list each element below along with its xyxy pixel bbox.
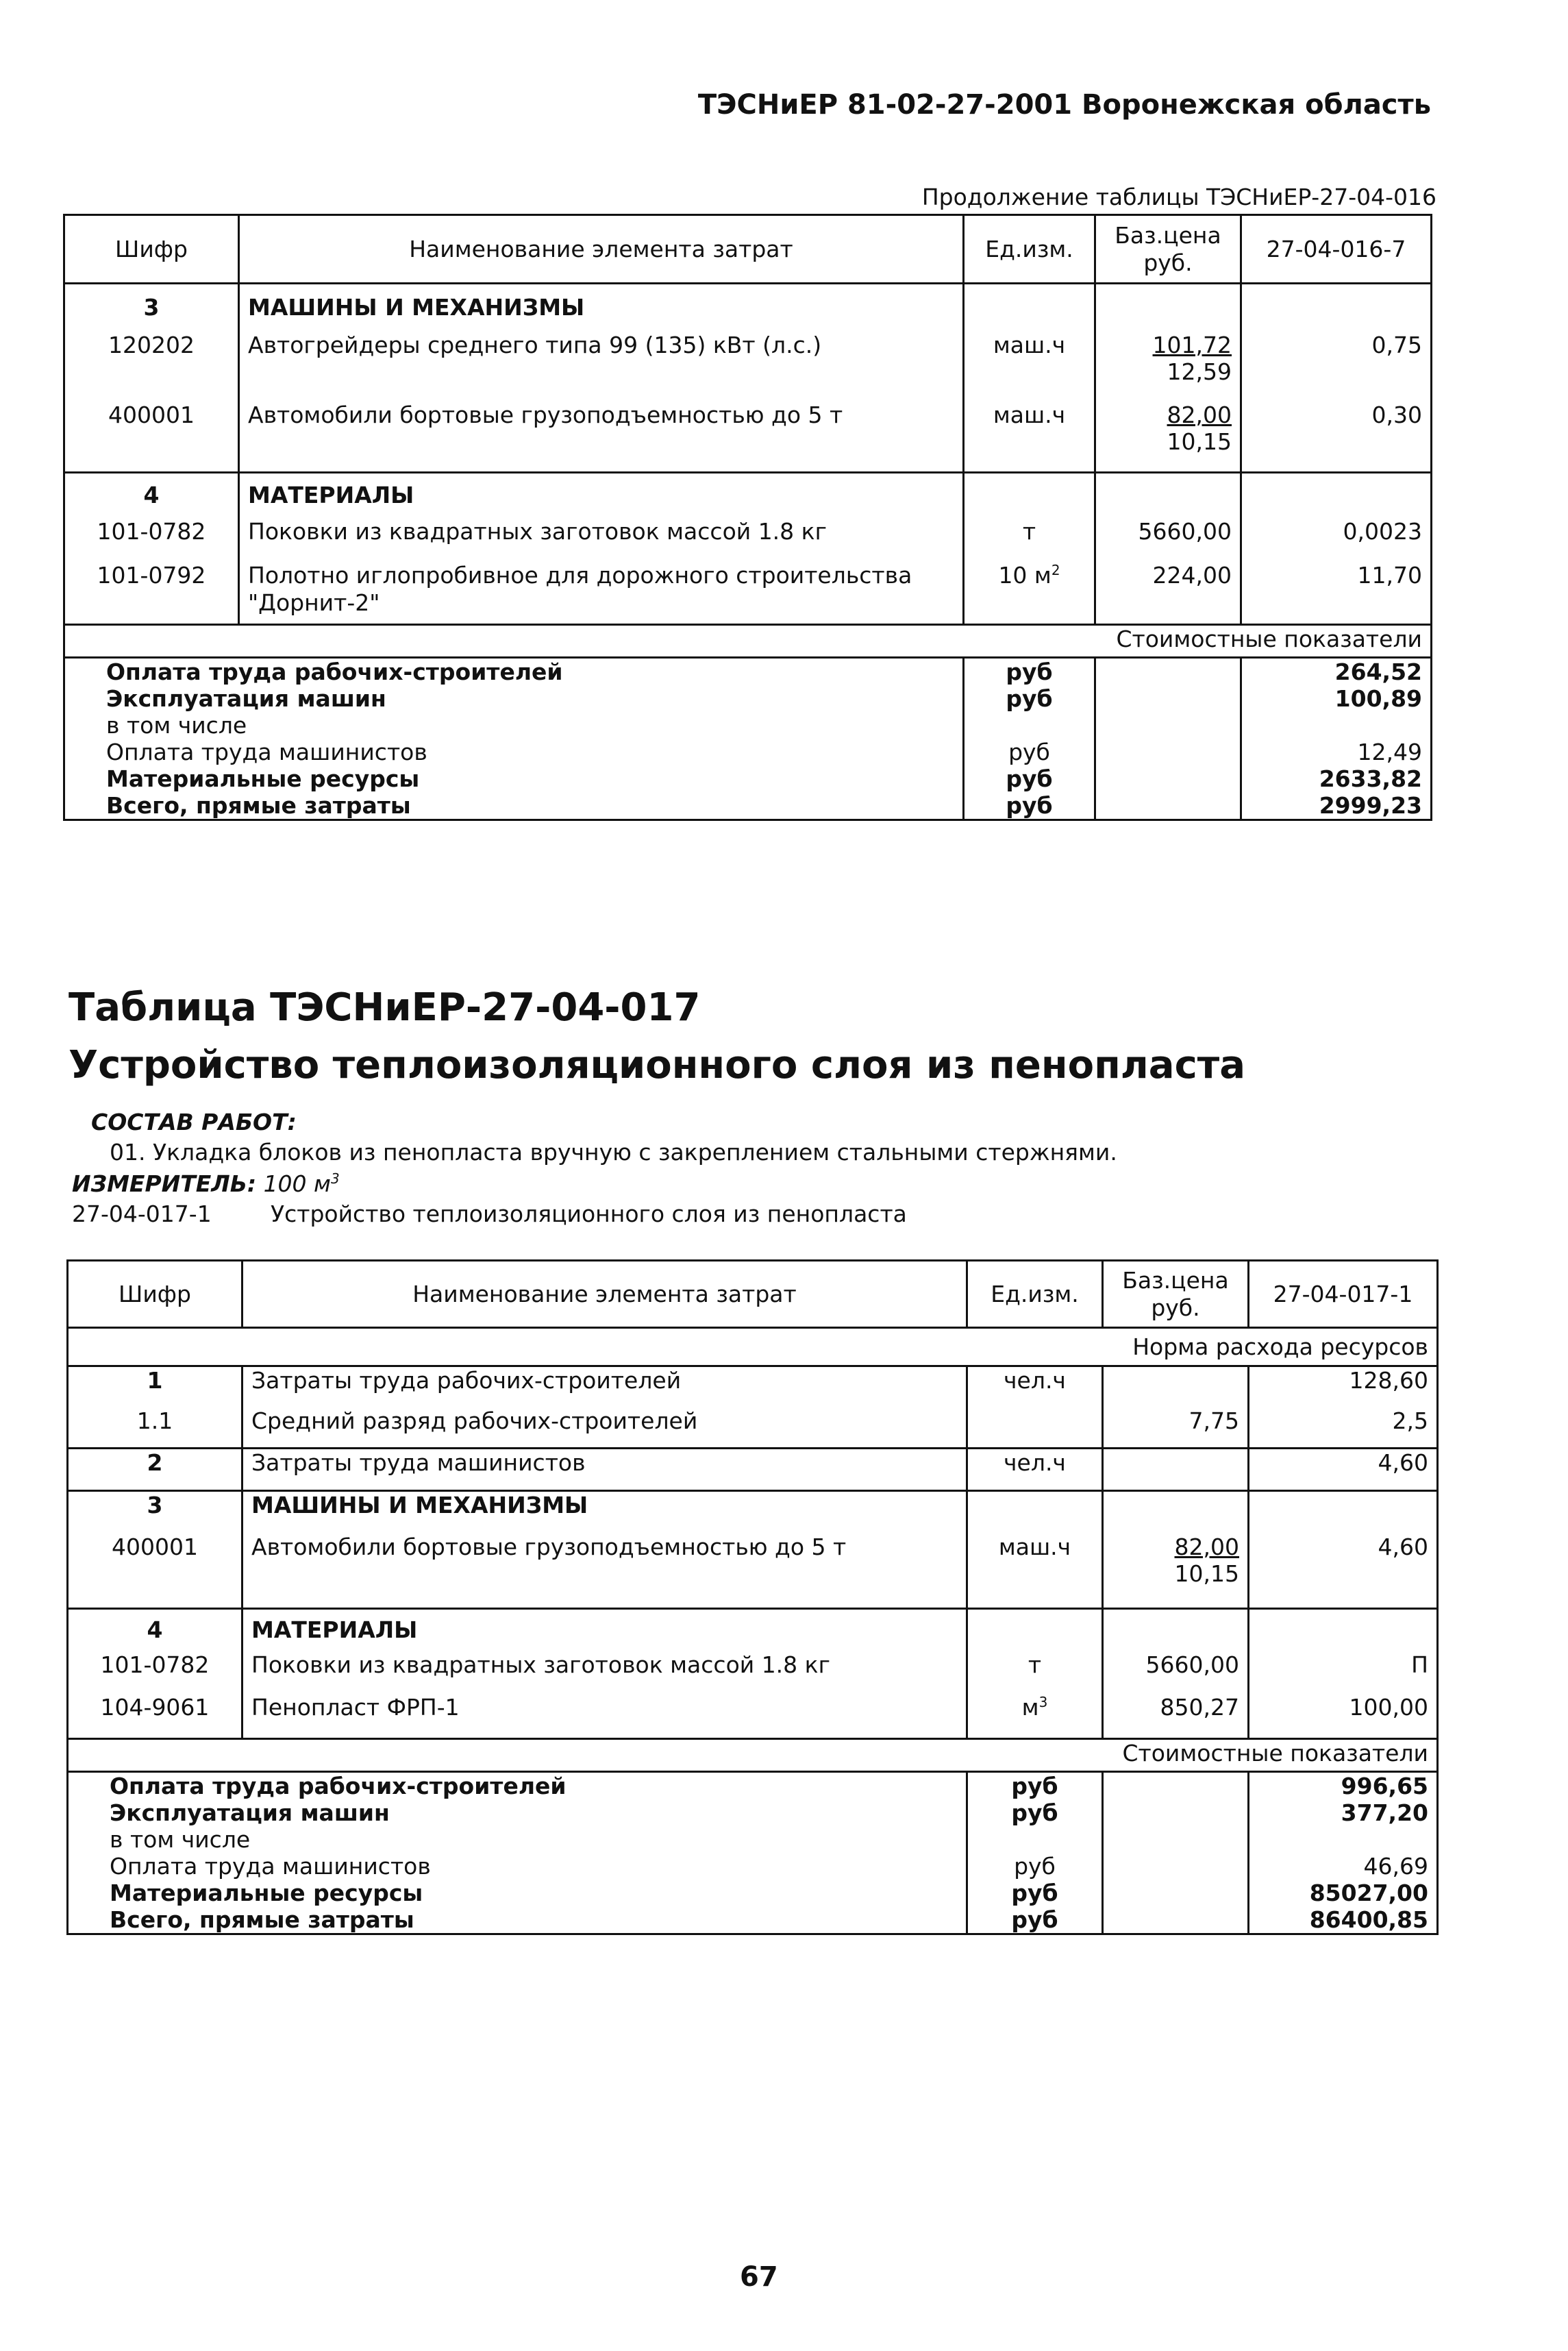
cost-row: Оплата труда машинистов руб 46,69 [68, 1853, 1438, 1880]
cost-header: Стоимостные показатели [64, 625, 1432, 658]
cost-header-row [68, 1739, 1438, 1772]
price-value: 82,00 [1174, 1533, 1239, 1560]
col-header-rate: 27-04-016-7 [1241, 215, 1432, 284]
row-price: 5660,00 [1095, 518, 1241, 562]
measure-value: 100 м [263, 1170, 331, 1197]
row-value: 11,70 [1241, 562, 1432, 625]
row-unit: чел.ч [967, 1366, 1103, 1407]
row-price [1103, 1366, 1249, 1407]
row-unit: т [967, 1651, 1103, 1694]
row-value: 0,75 [1241, 332, 1432, 402]
work-item: 01. Укладка блоков из пенопласта вручную с закреплением стальными стержнями. [110, 1139, 1117, 1166]
row-price: 850,27 [1103, 1694, 1249, 1739]
row-unit: маш.ч [964, 402, 1095, 473]
row-name: Автогрейдеры среднего типа 99 (135) кВт (л.с.) [239, 332, 964, 402]
row-price [1103, 1534, 1249, 1609]
row-value: 4,60 [1249, 1449, 1438, 1491]
table-row [68, 1534, 1438, 1609]
col-header-name: Наименование элемента затрат [239, 215, 964, 284]
section-title: МАШИНЫ И МЕХАНИЗМЫ [239, 284, 964, 332]
row-code: 104-9061 [68, 1694, 242, 1739]
row-code: 1 [68, 1366, 242, 1407]
cost-header-row [64, 625, 1432, 658]
section-title: МАТЕРИАЛЫ [242, 1609, 967, 1651]
table-row [68, 1449, 1438, 1491]
running-header: ТЭСНиЕР 81-02-27-2001 Воронежская область [697, 89, 1431, 121]
norm-description: Устройство теплоизоляционного слоя из пенопласта [271, 1201, 907, 1227]
row-name: Автомобили бортовые грузоподъемностью до 5 т [239, 402, 964, 473]
row-value: 0,30 [1241, 402, 1432, 473]
table-row [68, 1694, 1438, 1739]
row-code: 1.1 [68, 1407, 242, 1449]
cost-row: Всего, прямые затраты руб 2999,23 [64, 792, 1432, 820]
norm-header-row [68, 1328, 1438, 1366]
row-name: Полотно иглопробивное для дорожного строительства "Дорнит-2" [239, 562, 964, 625]
price-value: 101,72 [1152, 331, 1232, 358]
section-row [68, 1609, 1438, 1651]
row-price [1103, 1449, 1249, 1491]
norm-header: Норма расхода ресурсов [68, 1328, 1438, 1366]
row-code: 101-0792 [64, 562, 239, 625]
row-code: 2 [68, 1449, 242, 1491]
col-header-name: Наименование элемента затрат [242, 1261, 967, 1328]
table-row [64, 332, 1432, 402]
resource-table-016 [63, 214, 1432, 821]
table-row [68, 1366, 1438, 1407]
row-code: 400001 [68, 1534, 242, 1609]
cost-row: Материальные ресурсы руб 85027,00 [68, 1880, 1438, 1906]
row-name: Поковки из квадратных заготовок массой 1.8 кг [242, 1651, 967, 1694]
cost-row: Материальные ресурсы руб 2633,82 [64, 765, 1432, 792]
price-value: 82,00 [1167, 401, 1232, 428]
section-title: МАТЕРИАЛЫ [239, 473, 964, 518]
price-machinist: 10,15 [1167, 428, 1232, 455]
table-header-row [68, 1261, 1438, 1328]
section-num: 3 [68, 1491, 242, 1534]
cost-header: Стоимостные показатели [68, 1739, 1438, 1772]
col-header-code: Шифр [68, 1261, 242, 1328]
cost-row: Оплата труда машинистов руб 12,49 [64, 739, 1432, 765]
row-price [1095, 332, 1241, 402]
col-header-unit: Ед.изм. [964, 215, 1095, 284]
row-unit: т [964, 518, 1095, 562]
row-unit [967, 1407, 1103, 1449]
table-row [64, 562, 1432, 625]
row-value: 4,60 [1249, 1534, 1438, 1609]
row-price: 5660,00 [1103, 1651, 1249, 1694]
section-num: 4 [64, 473, 239, 518]
table-header-row [64, 215, 1432, 284]
section-row [64, 473, 1432, 518]
row-code: 101-0782 [68, 1651, 242, 1694]
norm-code: 27-04-017-1 [72, 1201, 212, 1227]
measure-line: ИЗМЕРИТЕЛЬ: 100 $м^3$ [72, 1170, 340, 1197]
resource-table-017 [66, 1259, 1439, 1935]
section-num: 4 [68, 1609, 242, 1651]
page-number: 67 [740, 2261, 778, 2293]
section-title: МАШИНЫ И МЕХАНИЗМЫ [242, 1491, 967, 1534]
row-name: Средний разряд рабочих-строителей [242, 1407, 967, 1449]
row-value: 0,0023 [1241, 518, 1432, 562]
row-value: 2,5 [1249, 1407, 1438, 1449]
cost-row: в том числе [68, 1826, 1438, 1853]
row-name: Затраты труда рабочих-строителей [242, 1366, 967, 1407]
section-row [64, 284, 1432, 332]
measure-label: ИЗМЕРИТЕЛЬ: [72, 1170, 257, 1197]
row-price: 7,75 [1103, 1407, 1249, 1449]
row-name: Поковки из квадратных заготовок массой 1.8 кг [239, 518, 964, 562]
row-code: 120202 [64, 332, 239, 402]
work-composition-label: СОСТАВ РАБОТ: [91, 1109, 297, 1135]
row-code: 400001 [64, 402, 239, 473]
cost-row: Оплата труда рабочих-строителей руб 996,65 [68, 1772, 1438, 1800]
row-name: Автомобили бортовые грузоподъемностью до 5 т [242, 1534, 967, 1609]
col-header-rate: 27-04-017-1 [1249, 1261, 1438, 1328]
table-subtitle: Устройство теплоизоляционного слоя из пенопласта [69, 1043, 1246, 1087]
table-row [64, 518, 1432, 562]
col-header-unit: Ед.изм. [967, 1261, 1103, 1328]
row-name: Пенопласт ФРП-1 [242, 1694, 967, 1739]
row-unit: 10 $м^2$ [964, 562, 1095, 625]
cost-row: Эксплуатация машин руб 377,20 [68, 1799, 1438, 1826]
col-header-price: Баз.цена руб. [1095, 215, 1241, 284]
price-machinist: 12,59 [1167, 358, 1232, 385]
cost-row: Всего, прямые затраты руб 86400,85 [68, 1906, 1438, 1934]
row-name: Затраты труда машинистов [242, 1449, 967, 1491]
table-row [64, 402, 1432, 473]
cost-row: Эксплуатация машин руб 100,89 [64, 685, 1432, 712]
row-value: 128,60 [1249, 1366, 1438, 1407]
row-code: 101-0782 [64, 518, 239, 562]
continuation-note: Продолжение таблицы ТЭСНиЕР-27-04-016 [921, 184, 1436, 210]
row-unit: маш.ч [967, 1534, 1103, 1609]
row-price: 224,00 [1095, 562, 1241, 625]
section-num: 3 [64, 284, 239, 332]
col-header-code: Шифр [64, 215, 239, 284]
section-row [68, 1491, 1438, 1534]
row-value: 100,00 [1249, 1694, 1438, 1739]
row-unit: $м^3$ [967, 1694, 1103, 1739]
table-title: Таблица ТЭСНиЕР-27-04-017 [69, 985, 701, 1030]
col-header-price: Баз.цена руб. [1103, 1261, 1249, 1328]
norm-code-line [72, 1201, 907, 1227]
table-row [68, 1651, 1438, 1694]
row-value: П [1249, 1651, 1438, 1694]
row-unit: чел.ч [967, 1449, 1103, 1491]
price-machinist: 10,15 [1174, 1560, 1239, 1587]
cost-row: Оплата труда рабочих-строителей руб 264,52 [64, 658, 1432, 686]
table-row [68, 1407, 1438, 1449]
row-unit: маш.ч [964, 332, 1095, 402]
row-price [1095, 402, 1241, 473]
cost-row: в том числе [64, 712, 1432, 739]
